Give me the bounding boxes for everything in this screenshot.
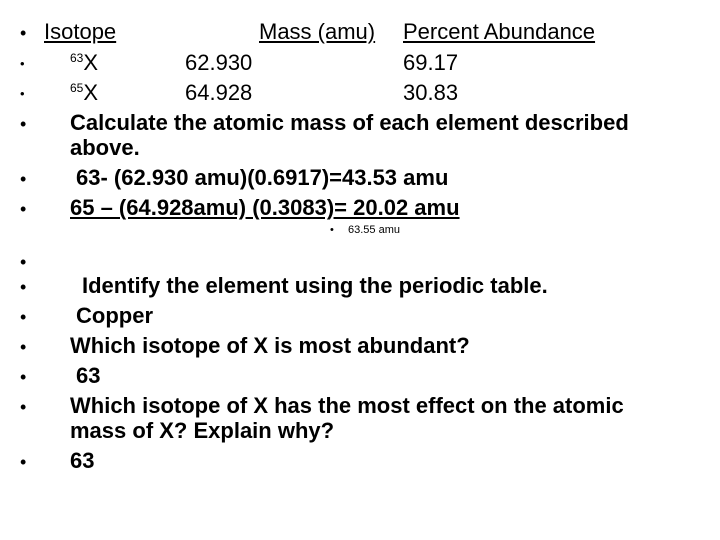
identify-answer: Copper: [76, 303, 153, 328]
bullet: •: [20, 199, 27, 219]
effect-question-continued: mass of X? Explain why?: [70, 418, 335, 443]
bullet: •: [20, 252, 27, 272]
abundant-question: Which isotope of X is most abundant?: [70, 333, 470, 358]
calc-63: 63- (62.930 amu)(0.6917)=43.53 amu: [76, 165, 449, 190]
abundance-header: Percent Abundance: [403, 19, 596, 44]
element-symbol: X: [83, 80, 99, 105]
identify-question: Identify the element using the periodic table.: [82, 273, 548, 298]
isotope-symbol: [70, 80, 98, 106]
mass-header: Mass (amu): [259, 19, 376, 44]
bullet: •: [20, 397, 27, 417]
bullet: •: [20, 86, 25, 101]
effect-answer: 63: [70, 448, 95, 473]
bullet: •: [20, 307, 27, 327]
bullet: •: [20, 169, 27, 189]
isotope-mass: 64.928: [185, 80, 253, 105]
isotope-header: Isotope: [44, 19, 117, 44]
mass-number: 63: [70, 51, 84, 65]
isotope-abundance: 69.17: [403, 50, 459, 75]
bullet: •: [20, 114, 27, 134]
bullet: •: [20, 277, 27, 297]
bullet: •: [330, 224, 334, 236]
bullet: •: [20, 56, 25, 71]
calc-prompt: Calculate the atomic mass of each element described: [70, 110, 629, 135]
bullet: •: [20, 367, 27, 387]
bullet: •: [20, 23, 27, 43]
bullet: •: [20, 337, 27, 357]
isotope-mass: 62.930: [185, 50, 253, 75]
effect-question: Which isotope of X has the most effect on the atomic: [70, 393, 624, 418]
calc-prompt-continued: above.: [70, 135, 140, 160]
mass-number: 65: [70, 81, 84, 95]
element-symbol: X: [83, 50, 99, 75]
abundant-answer: 63: [76, 363, 101, 388]
total-mass: 63.55 amu: [348, 224, 400, 236]
isotope-abundance: 30.83: [403, 80, 459, 105]
calc-65: 65 – (64.928amu) (0.3083)= 20.02 amu: [70, 195, 460, 220]
bullet: •: [20, 452, 27, 472]
isotope-symbol: [70, 50, 98, 76]
